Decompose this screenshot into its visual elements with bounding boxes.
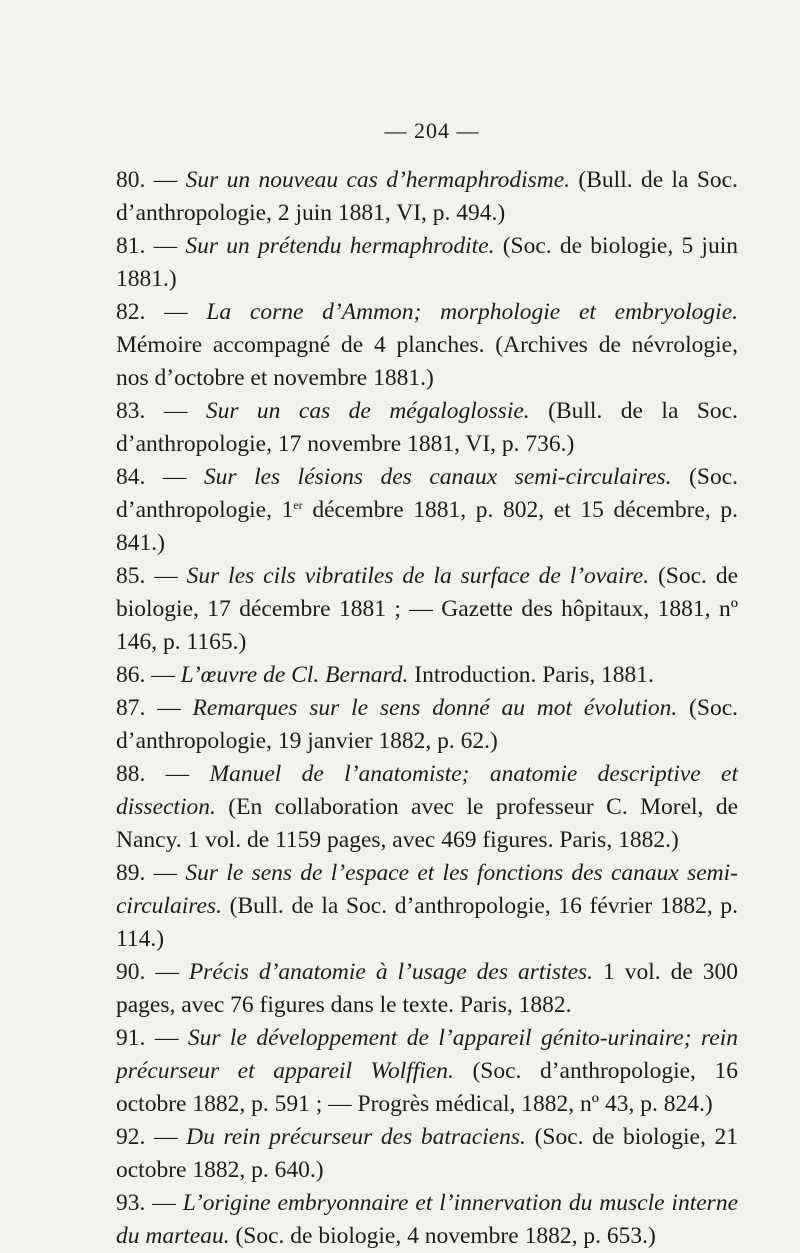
- bibliography-entry-91: 91. — Sur le développement de l’appareil génito-urinaire; rein précurseur et appareil Wolffien. (Soc. d’anthropologie, 16 octobre 1882, p. 591 ; — Progrès médical, 1882, nº 43, p. 824.): [116, 1025, 738, 1117]
- bibliography-entry-93: 93. — L’origine embryonnaire et l’innervation du muscle interne du marteau. (Soc. de biologie, 4 novembre 1882, p. 653.): [116, 1190, 738, 1249]
- entry-number: 91.: [116, 1025, 146, 1051]
- entry-title: Sur le développement de l’appareil génito-urinaire; rein précurseur et appareil Wolffien.: [116, 1025, 738, 1084]
- entry-title: Sur les cils vibratiles de la surface de l’ovaire.: [186, 563, 650, 589]
- entry-title: Remarques sur le sens donné au mot évolution.: [192, 695, 678, 721]
- entry-details: (Soc. de biologie, 4 novembre 1882, p. 653.): [229, 1223, 656, 1249]
- entry-details: (Soc. d’anthropologie, 16 octobre 1882, p. 591 ; — Progrès médical, 1882, nº 43, p. 824.): [116, 1058, 738, 1117]
- entry-details: (En collaboration avec le professeur C. Morel, de Nancy. 1 vol. de 1159 pages, avec 469 figures. Paris, 1882.): [116, 794, 738, 853]
- entry-number: 85.: [116, 563, 146, 589]
- entry-number: 90.: [116, 959, 146, 985]
- bibliography-entry-87: 87. — Remarques sur le sens donné au mot évolution. (Soc. d’anthropologie, 19 janvier 1882, p. 62.): [116, 695, 739, 754]
- entry-title: Sur les lésions des canaux semi-circulaires.: [203, 464, 672, 490]
- entry-details: (Bull. de la Soc. d’anthropologie, 2 juin 1881, VI, p. 494.): [116, 167, 738, 226]
- entry-title: Sur un cas de mégaloglossie.: [205, 398, 530, 424]
- entry-number: 86.: [116, 662, 146, 688]
- entry-number: 82.: [116, 299, 146, 325]
- bibliography-entry-84: 84. — Sur les lésions des canaux semi-circulaires. (Soc. d’anthropologie, 1er décembre 1881, p. 802, et 15 décembre, p. 841.): [116, 464, 739, 556]
- entry-details: Introduction. Paris, 1881.: [408, 662, 654, 688]
- entry-number: 92.: [116, 1124, 146, 1150]
- bibliography-entry-83: 83. — Sur un cas de mégaloglossie. (Bull. de la Soc. d’anthropologie, 17 novembre 1881, VI, p. 736.): [116, 398, 738, 457]
- entry-details: Mémoire accompagné de 4 planches. (Archives de névrologie, nos d’octobre et novembre 1881.): [116, 332, 738, 391]
- entry-details: (Soc. de biologie, 5 juin 1881.): [116, 233, 738, 292]
- entry-details: 1 vol. de 300 pages, avec 76 figures dans le texte. Paris, 1882.: [116, 959, 738, 1018]
- bibliography-entry-82: 82. — La corne d’Ammon; morphologie et embryologie. Mémoire accompagné de 4 planches. (Archives de névrologie, nos d’octobre et novembre 1881.): [116, 299, 738, 391]
- entry-title: Manuel de l’anatomiste; anatomie descriptive et dissection.: [116, 761, 738, 820]
- bibliography-entry-81: 81. — Sur un prétendu hermaphrodite. (Soc. de biologie, 5 juin 1881.): [116, 233, 738, 292]
- entry-number: 84.: [116, 464, 146, 490]
- entry-title: L’origine embryonnaire et l’innervation du muscle interne du marteau.: [116, 1190, 738, 1249]
- entry-details: (Bull. de la Soc. d’anthropologie, 16 février 1882, p. 114.): [116, 893, 738, 952]
- superscript: er: [293, 498, 303, 512]
- entry-title: L’œuvre de Cl. Bernard.: [180, 662, 409, 688]
- entry-title: Du rein précurseur des batraciens.: [186, 1124, 526, 1150]
- entry-number: 93.: [116, 1190, 146, 1216]
- bibliography-entry-85: 85. — Sur les cils vibratiles de la surface de l’ovaire. (Soc. de biologie, 17 décembre 1881 ; — Gazette des hôpitaux, 1881, nº 146, p. 1165.): [116, 563, 738, 655]
- page-number: — 204 —: [384, 118, 480, 143]
- bibliography-entry-90: 90. — Précis d’anatomie à l’usage des artistes. 1 vol. de 300 pages, avec 76 figures dans le texte. Paris, 1882.: [116, 959, 738, 1018]
- entry-number: 81.: [116, 233, 146, 259]
- entry-title: La corne d’Ammon; morphologie et embryologie.: [206, 299, 738, 325]
- entry-number: 88.: [116, 761, 146, 787]
- entry-details: (Soc. de biologie, 17 décembre 1881 ; — Gazette des hôpitaux, 1881, nº 146, p. 1165.): [116, 563, 738, 655]
- entry-number: 83.: [116, 398, 146, 424]
- bibliography-entry-80: 80. — Sur un nouveau cas d’hermaphrodisme. (Bull. de la Soc. d’anthropologie, 2 juin 1881, VI, p. 494.): [116, 167, 738, 226]
- entry-number: 87.: [116, 695, 146, 721]
- bibliography-entry-89: 89. — Sur le sens de l’espace et les fonctions des canaux semi-circulaires. (Bull. de la Soc. d’anthropologie, 16 février 1882, p. 114.): [116, 860, 738, 952]
- entry-details: (Soc. d’anthropologie, 19 janvier 1882, p. 62.): [116, 695, 739, 754]
- entry-number: 89.: [116, 860, 146, 886]
- entry-details-cont: décembre 1881, p. 802, et 15 décembre, p. 841.): [116, 497, 738, 556]
- entry-title: Sur le sens de l’espace et les fonctions des canaux semi-circulaires.: [116, 860, 738, 919]
- bibliography-entry-86: 86. — L’œuvre de Cl. Bernard. Introduction. Paris, 1881.: [116, 662, 654, 688]
- entry-details: (Soc. de biologie, 21 octobre 1882, p. 640.): [116, 1124, 738, 1183]
- entry-number: 80.: [116, 167, 146, 193]
- entry-title: Sur un prétendu hermaphrodite.: [185, 233, 495, 259]
- bibliography-entry-88: 88. — Manuel de l’anatomiste; anatomie descriptive et dissection. (En collaboration avec le professeur C. Morel, de Nancy. 1 vol. de 1159 pages, avec 469 figures. Paris, 1882.): [116, 761, 738, 853]
- bibliography-entry-92: 92. — Du rein précurseur des batraciens. (Soc. de biologie, 21 octobre 1882, p. 640.): [116, 1124, 738, 1183]
- entry-title: Précis d’anatomie à l’usage des artistes.: [188, 959, 594, 985]
- entry-details: (Soc. d’anthropologie, 1: [116, 464, 739, 523]
- entry-details: (Bull. de la Soc. d’anthropologie, 17 novembre 1881, VI, p. 736.): [116, 398, 738, 457]
- entry-title: Sur un nouveau cas d’hermaphrodisme.: [185, 167, 571, 193]
